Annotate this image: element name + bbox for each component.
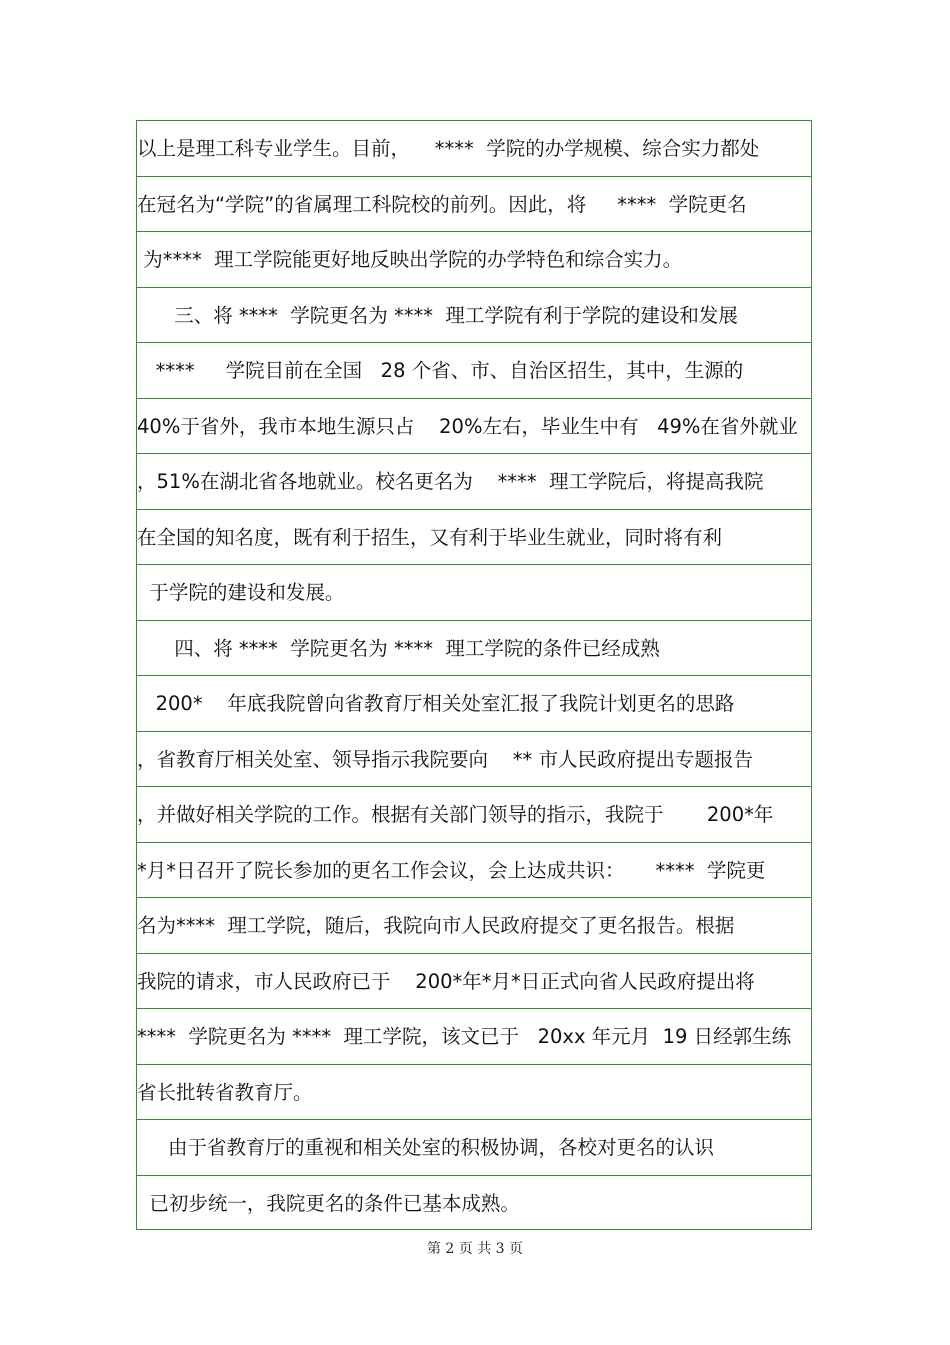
text-line: 已初步统一，我院更名的条件已基本成熟。 <box>137 1191 520 1215</box>
text-line: 省长批转省教育厅。 <box>137 1065 811 1121</box>
text-line: 于学院的建设和发展。 <box>137 565 811 621</box>
text-line: 200* 年底我院曾向省教育厅相关处室汇报了我院计划更名的思路 <box>137 676 811 732</box>
text-line: 在全国的知名度，既有利于招生，又有利于毕业生就业，同时将有利 <box>137 510 811 566</box>
text-line: 名为**** 理工学院，随后，我院向市人民政府提交了更名报告。根据 <box>137 898 811 954</box>
text-line: 由于省教育厅的重视和相关处室的积极协调，各校对更名的认识 <box>137 1120 811 1176</box>
document-body <box>136 120 812 1230</box>
text-line: ，省教育厅相关处室、领导指示我院要向 ** 市人民政府提出专题报告 <box>137 732 811 788</box>
text-line: **** 学院更名为 **** 理工学院，该文已于 20xx 年元月 19 日经郭生练 <box>137 1009 811 1065</box>
section-heading: 四、将 **** 学院更名为 **** 理工学院的条件已经成熟 <box>137 621 811 677</box>
text-line: ，并做好相关学院的工作。根据有关部门领导的指示，我院于 200*年 <box>137 787 811 843</box>
text-line: ，51%在湖北省各地就业。校名更名为 **** 理工学院后，将提高我院 <box>137 454 811 510</box>
section-heading: 三、将 **** 学院更名为 **** 理工学院有利于学院的建设和发展 <box>137 288 811 344</box>
page-number: 第 2 页 共 3 页 <box>426 1241 524 1257</box>
text-line: 我院的请求，市人民政府已于 200*年*月*日正式向省人民政府提出将 <box>137 954 811 1010</box>
text-line: *月*日召开了院长参加的更名工作会议，会上达成共识： **** 学院更 <box>137 843 811 899</box>
text-line: 在冠名为“学院”的省属理工科院校的前列。因此，将 **** 学院更名 <box>137 177 811 233</box>
text-line: 40%于省外，我市本地生源只占 20%左右，毕业生中有 49%在省外就业 <box>137 399 811 455</box>
text-line: 为**** 理工学院能更好地反映出学院的办学特色和综合实力。 <box>137 232 811 288</box>
text-line: 以上是理工科专业学生。目前， **** 学院的办学规模、综合实力都处 <box>137 121 811 177</box>
text-line: **** 学院目前在全国 28 个省、市、自治区招生，其中，生源的 <box>137 343 811 399</box>
